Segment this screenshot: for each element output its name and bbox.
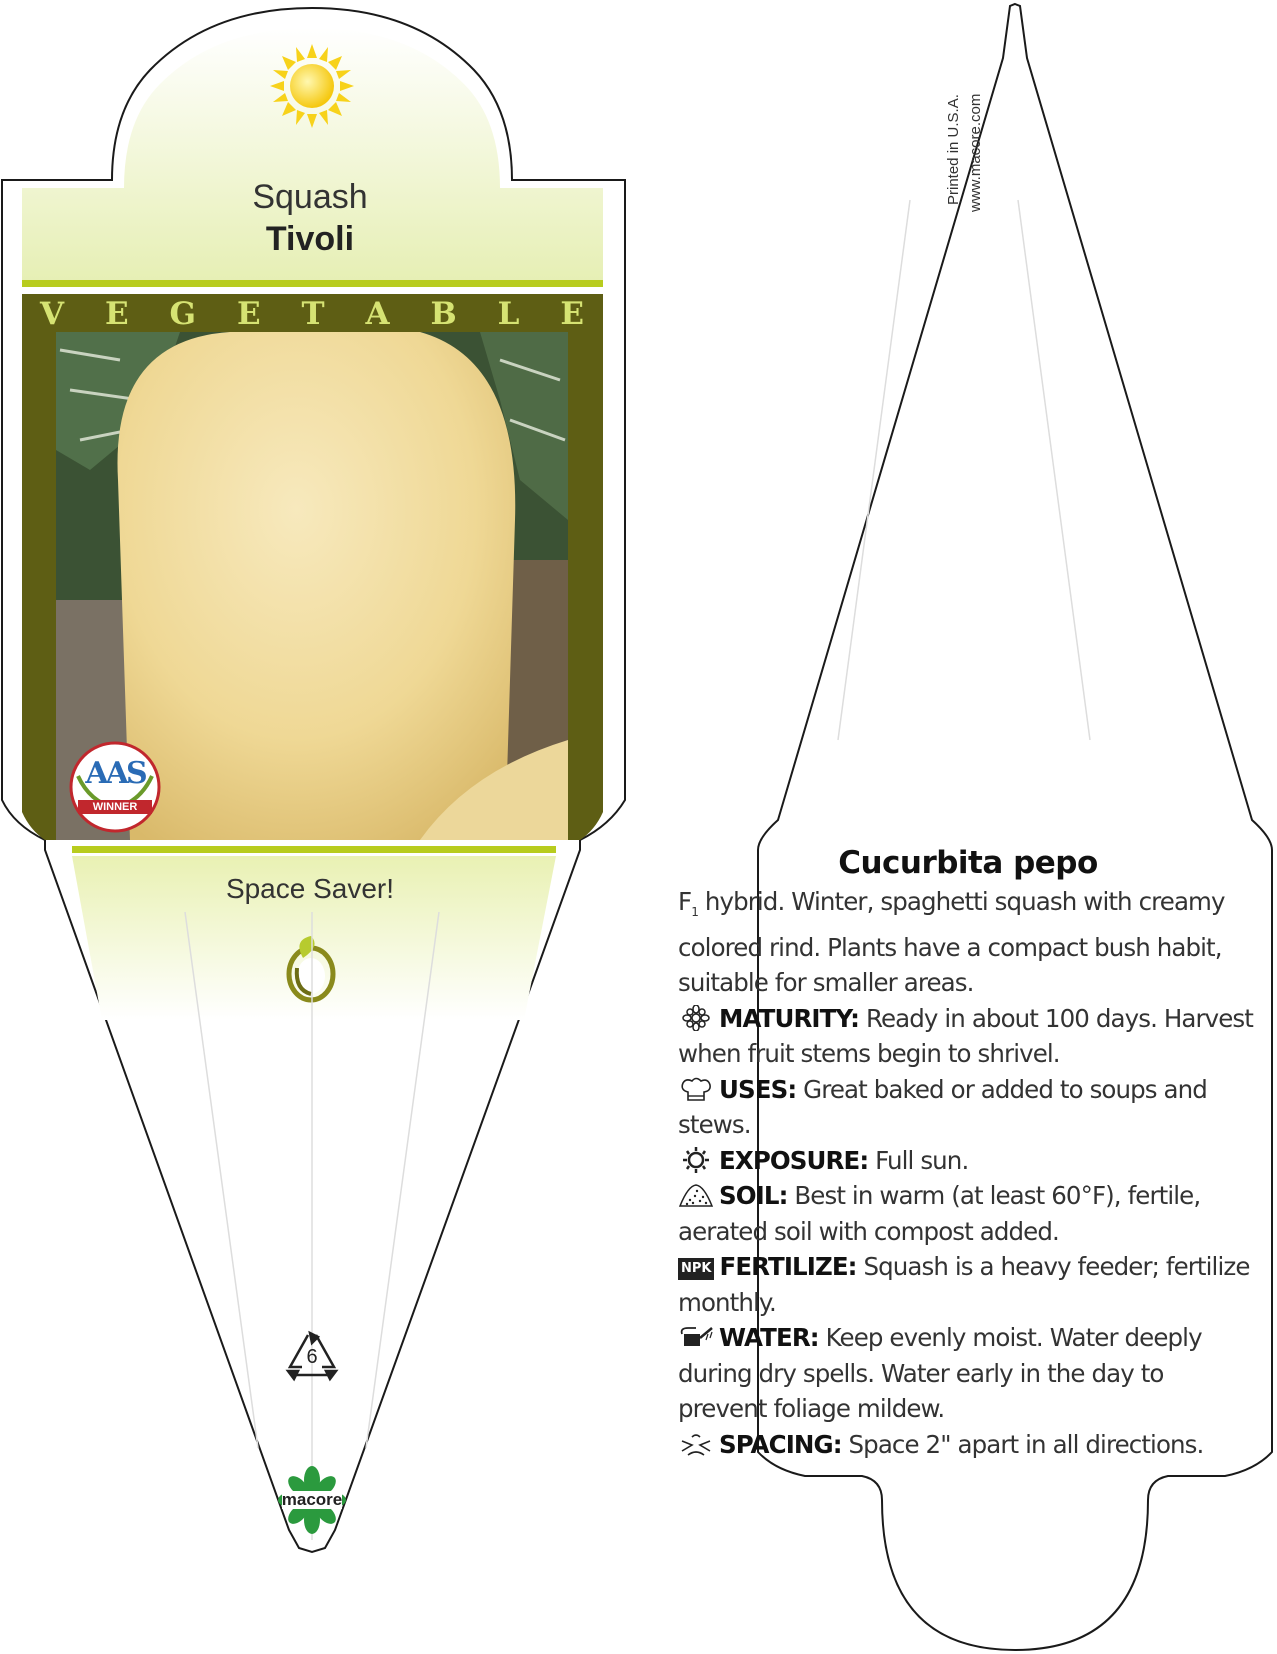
category-letter: A (365, 296, 391, 332)
flower-icon (678, 1005, 714, 1031)
care-list (678, 1001, 1258, 1463)
category-letter: V (40, 296, 66, 332)
care-label: USES: (719, 1074, 797, 1104)
description: $F_1$ hybrid. Winter, spaghetti squash with creamy colored rind. Plants have a compact bush habit, suitable for smaller areas. (678, 886, 1225, 998)
care-text: Best in warm (at least 60°F), fertile, aerated soil with compost added. (678, 1181, 1201, 1246)
category-letter: G (169, 296, 198, 332)
recycle-number: 6 (306, 1346, 318, 1368)
common-name: Squash (252, 178, 368, 216)
lime-stripe-top (22, 280, 603, 287)
care-text: Full sun. (868, 1145, 969, 1175)
aas-badge-top: AAS (85, 756, 145, 791)
tagline: Space Saver! (225, 873, 395, 904)
category-letter: B (430, 296, 458, 332)
npk-icon: NPK (678, 1258, 714, 1280)
care-item (678, 1320, 1258, 1427)
cultivar-name: Tivoli (265, 220, 355, 258)
care-label: FERTILIZE: (719, 1252, 857, 1282)
care-instructions (678, 846, 1258, 1462)
sun-graphic (270, 44, 354, 128)
care-item (678, 1178, 1258, 1249)
care-text: Ready in about 100 days. Harvest when fruit stems begin to shrivel. (678, 1003, 1254, 1069)
care-label: WATER: (719, 1323, 819, 1353)
aas-badge-bottom: WINNER (92, 801, 138, 813)
scientific-name: Cucurbita pepo (838, 845, 1098, 881)
care-item (678, 1072, 1258, 1143)
category-letter: E (560, 296, 585, 332)
care-text: Great baked or added to soups and stews. (678, 1074, 1207, 1140)
chef-hat-icon (678, 1076, 714, 1102)
website: www.macore.com (967, 93, 984, 212)
care-item (678, 1427, 1258, 1463)
care-label: EXPOSURE: (719, 1145, 869, 1175)
category-label (40, 296, 585, 332)
care-label: SOIL: (719, 1181, 788, 1211)
category-letter: E (236, 296, 262, 332)
care-text: Keep evenly moist. Water deeply during dry spells. Water early in the day to prevent foliage mildew. (678, 1323, 1202, 1424)
care-label: SPACING: (719, 1429, 842, 1459)
care-item (678, 1143, 1258, 1179)
lime-stripe-bottom (72, 846, 556, 853)
spacing-arrows-icon (678, 1431, 714, 1457)
care-text: Space 2" apart in all directions. (841, 1429, 1204, 1459)
soil-pile-icon (678, 1182, 714, 1208)
category-letter: E (104, 296, 130, 332)
sun-icon (678, 1147, 714, 1173)
watering-can-icon (678, 1324, 714, 1350)
care-item (678, 1001, 1258, 1072)
category-letter: T (301, 296, 326, 332)
category-letter: L (497, 296, 521, 332)
printed-in: Printed in U.S.A. (945, 94, 962, 205)
care-item (678, 1249, 1258, 1320)
care-label: MATURITY: (719, 1003, 860, 1033)
brand-name: macore (281, 1490, 343, 1509)
care-text: Squash is a heavy feeder; fertilize monthly. (678, 1252, 1250, 1317)
